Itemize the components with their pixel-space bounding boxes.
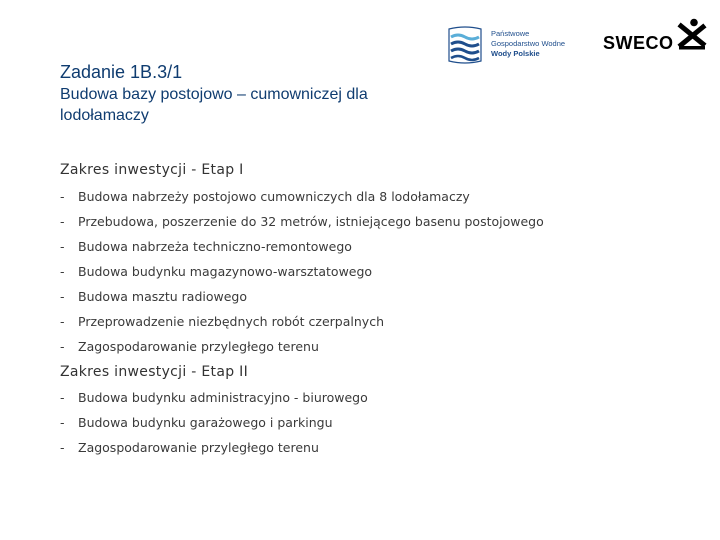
bullet-dash: - [60,415,65,430]
list-item-text: Zagospodarowanie przyległego terenu [78,440,319,455]
pgw-line-3: Wody Polskie [491,49,540,58]
section-heading-etap-2: Zakres inwestycji - Etap II [60,364,249,380]
bullet-dash: - [60,289,65,304]
pgw-wody-polskie-logo [445,25,565,65]
list-item-text: Budowa nabrzeży postojowo cumowniczych dla 8 lodołamaczy [78,189,470,204]
title-block [60,60,420,126]
bullet-dash: - [60,440,65,455]
list-item-text: Budowa budynku magazynowo-warsztatowego [78,264,373,279]
list-item [60,264,372,280]
sweco-logo-text: SWECO [603,33,674,53]
list-item-text: Budowa masztu radiowego [78,289,247,304]
bullet-dash: - [60,239,65,254]
wave-emblem-icon [445,25,485,65]
list-item [60,239,352,255]
bullet-dash: - [60,189,65,204]
pgw-logo-text [491,29,565,59]
sweco-logo [603,18,713,58]
pgw-line-1: Państwowe [491,29,530,38]
bullet-dash: - [60,214,65,229]
bullet-dash: - [60,264,65,279]
list-item-text: Zagospodarowanie przyległego terenu [78,339,319,354]
list-item-text: Przebudowa, poszerzenie do 32 metrów, istniejącego basenu postojowego [78,214,544,229]
task-subtitle: Budowa bazy postojowo – cumowniczej dla lodołamaczy [60,86,368,124]
bullet-dash: - [60,339,65,354]
list-item [60,415,333,431]
list-item [60,189,470,205]
list-item [60,339,319,355]
section-heading-etap-1: Zakres inwestycji - Etap I [60,162,244,178]
list-item [60,214,544,230]
sweco-figure-icon [677,18,707,50]
pgw-line-2: Gospodarstwo Wodne [491,39,566,48]
list-item-text: Budowa budynku administracyjno - biurowego [78,390,368,405]
list-item [60,440,319,456]
task-title: Zadanie 1B.3/1 [60,62,183,82]
list-item [60,314,384,330]
bullet-dash: - [60,390,65,405]
list-item-text: Przeprowadzenie niezbędnych robót czerpalnych [78,314,384,329]
list-item [60,390,368,406]
bullet-dash: - [60,314,65,329]
list-item-text: Budowa nabrzeża techniczno-remontowego [78,239,352,254]
list-item-text: Budowa budynku garażowego i parkingu [78,415,333,430]
list-item [60,289,247,305]
